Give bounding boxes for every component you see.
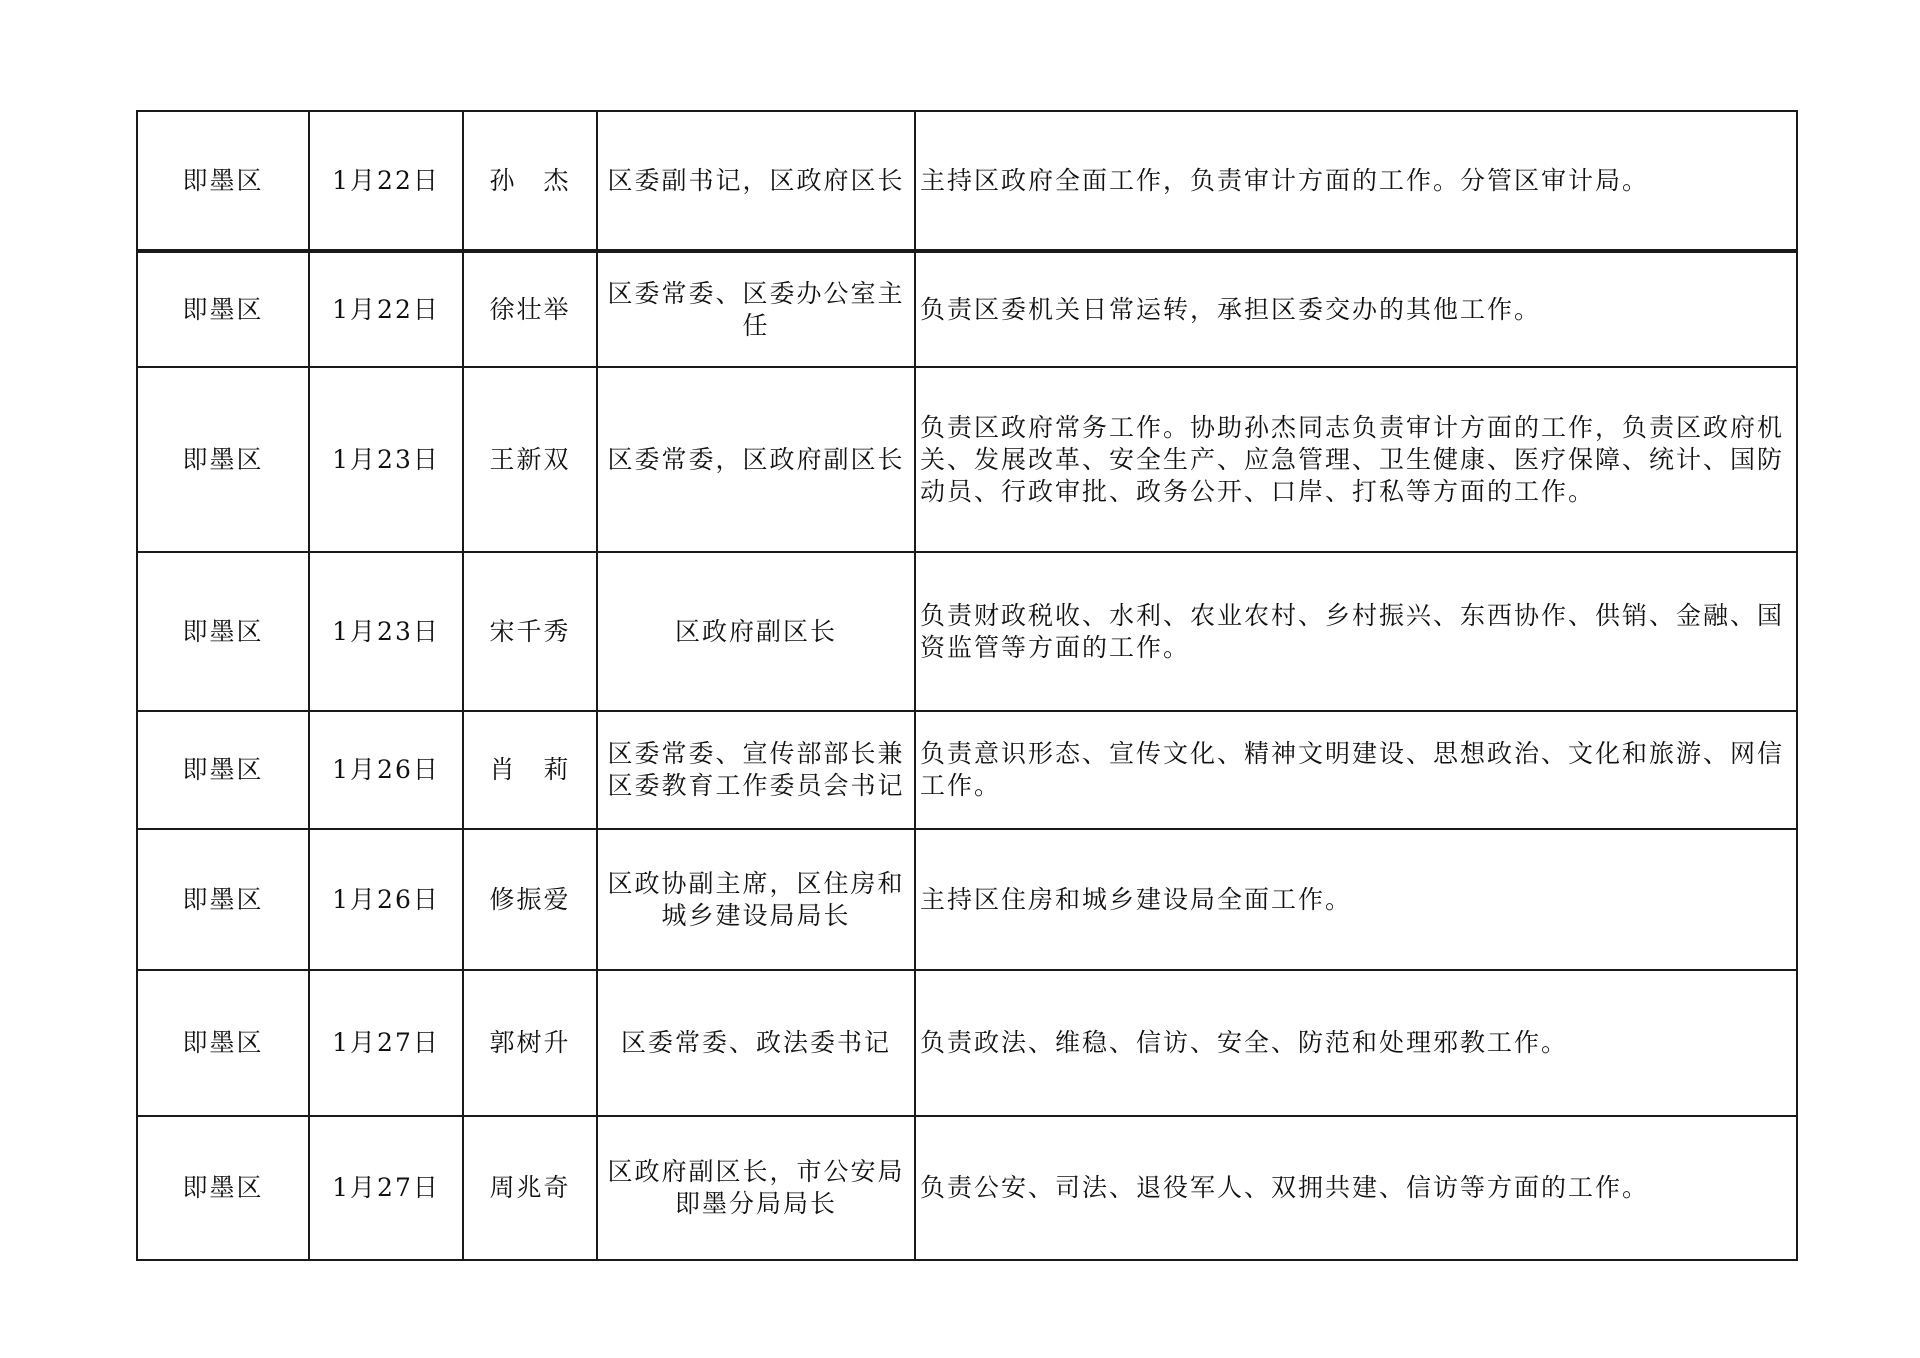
date-cell: 1月22日 bbox=[309, 251, 463, 367]
duty-cell: 负责区委机关日常运转，承担区委交办的其他工作。 bbox=[915, 251, 1797, 367]
date-cell: 1月23日 bbox=[309, 367, 463, 552]
table-row bbox=[137, 111, 1797, 251]
date-cell: 1月27日 bbox=[309, 970, 463, 1116]
post-cell: 区委副书记，区政府区长 bbox=[597, 111, 915, 251]
table-row bbox=[137, 711, 1797, 829]
name-cell: 王新双 bbox=[463, 367, 597, 552]
post-cell: 区政府副区长 bbox=[597, 552, 915, 711]
district-cell: 即墨区 bbox=[137, 970, 309, 1116]
name-cell: 孙 杰 bbox=[463, 111, 597, 251]
duty-cell: 负责财政税收、水利、农业农村、乡村振兴、东西协作、供销、金融、国资监管等方面的工作。 bbox=[915, 552, 1797, 711]
date-cell: 1月22日 bbox=[309, 111, 463, 251]
name-cell: 修振爱 bbox=[463, 829, 597, 970]
table-row bbox=[137, 251, 1797, 367]
post-cell: 区委常委、宣传部部长兼区委教育工作委员会书记 bbox=[597, 711, 915, 829]
name-cell: 郭树升 bbox=[463, 970, 597, 1116]
district-cell: 即墨区 bbox=[137, 367, 309, 552]
table-row bbox=[137, 552, 1797, 711]
date-cell: 1月26日 bbox=[309, 711, 463, 829]
date-cell: 1月26日 bbox=[309, 829, 463, 970]
district-cell: 即墨区 bbox=[137, 251, 309, 367]
name-cell: 周兆奇 bbox=[463, 1116, 597, 1260]
duty-cell: 主持区住房和城乡建设局全面工作。 bbox=[915, 829, 1797, 970]
district-cell: 即墨区 bbox=[137, 829, 309, 970]
post-cell: 区委常委，区政府副区长 bbox=[597, 367, 915, 552]
duty-cell: 负责公安、司法、退役军人、双拥共建、信访等方面的工作。 bbox=[915, 1116, 1797, 1260]
duty-cell: 主持区政府全面工作，负责审计方面的工作。分管区审计局。 bbox=[915, 111, 1797, 251]
table-row bbox=[137, 829, 1797, 970]
name-cell: 宋千秀 bbox=[463, 552, 597, 711]
post-cell: 区政府副区长，市公安局即墨分局局长 bbox=[597, 1116, 915, 1260]
duty-cell: 负责政法、维稳、信访、安全、防范和处理邪教工作。 bbox=[915, 970, 1797, 1116]
officials-table bbox=[136, 110, 1798, 1261]
post-cell: 区委常委、政法委书记 bbox=[597, 970, 915, 1116]
table-row bbox=[137, 970, 1797, 1116]
district-cell: 即墨区 bbox=[137, 552, 309, 711]
duty-cell: 负责意识形态、宣传文化、精神文明建设、思想政治、文化和旅游、网信工作。 bbox=[915, 711, 1797, 829]
name-cell: 肖 莉 bbox=[463, 711, 597, 829]
name-cell: 徐壮举 bbox=[463, 251, 597, 367]
date-cell: 1月27日 bbox=[309, 1116, 463, 1260]
post-cell: 区委常委、区委办公室主任 bbox=[597, 251, 915, 367]
duty-cell: 负责区政府常务工作。协助孙杰同志负责审计方面的工作，负责区政府机关、发展改革、安全生产、应急管理、卫生健康、医疗保障、统计、国防动员、行政审批、政务公开、口岸、打私等方面的工作。 bbox=[915, 367, 1797, 552]
table-row bbox=[137, 367, 1797, 552]
district-cell: 即墨区 bbox=[137, 711, 309, 829]
post-cell: 区政协副主席，区住房和城乡建设局局长 bbox=[597, 829, 915, 970]
date-cell: 1月23日 bbox=[309, 552, 463, 711]
table-row bbox=[137, 1116, 1797, 1260]
district-cell: 即墨区 bbox=[137, 111, 309, 251]
district-cell: 即墨区 bbox=[137, 1116, 309, 1260]
